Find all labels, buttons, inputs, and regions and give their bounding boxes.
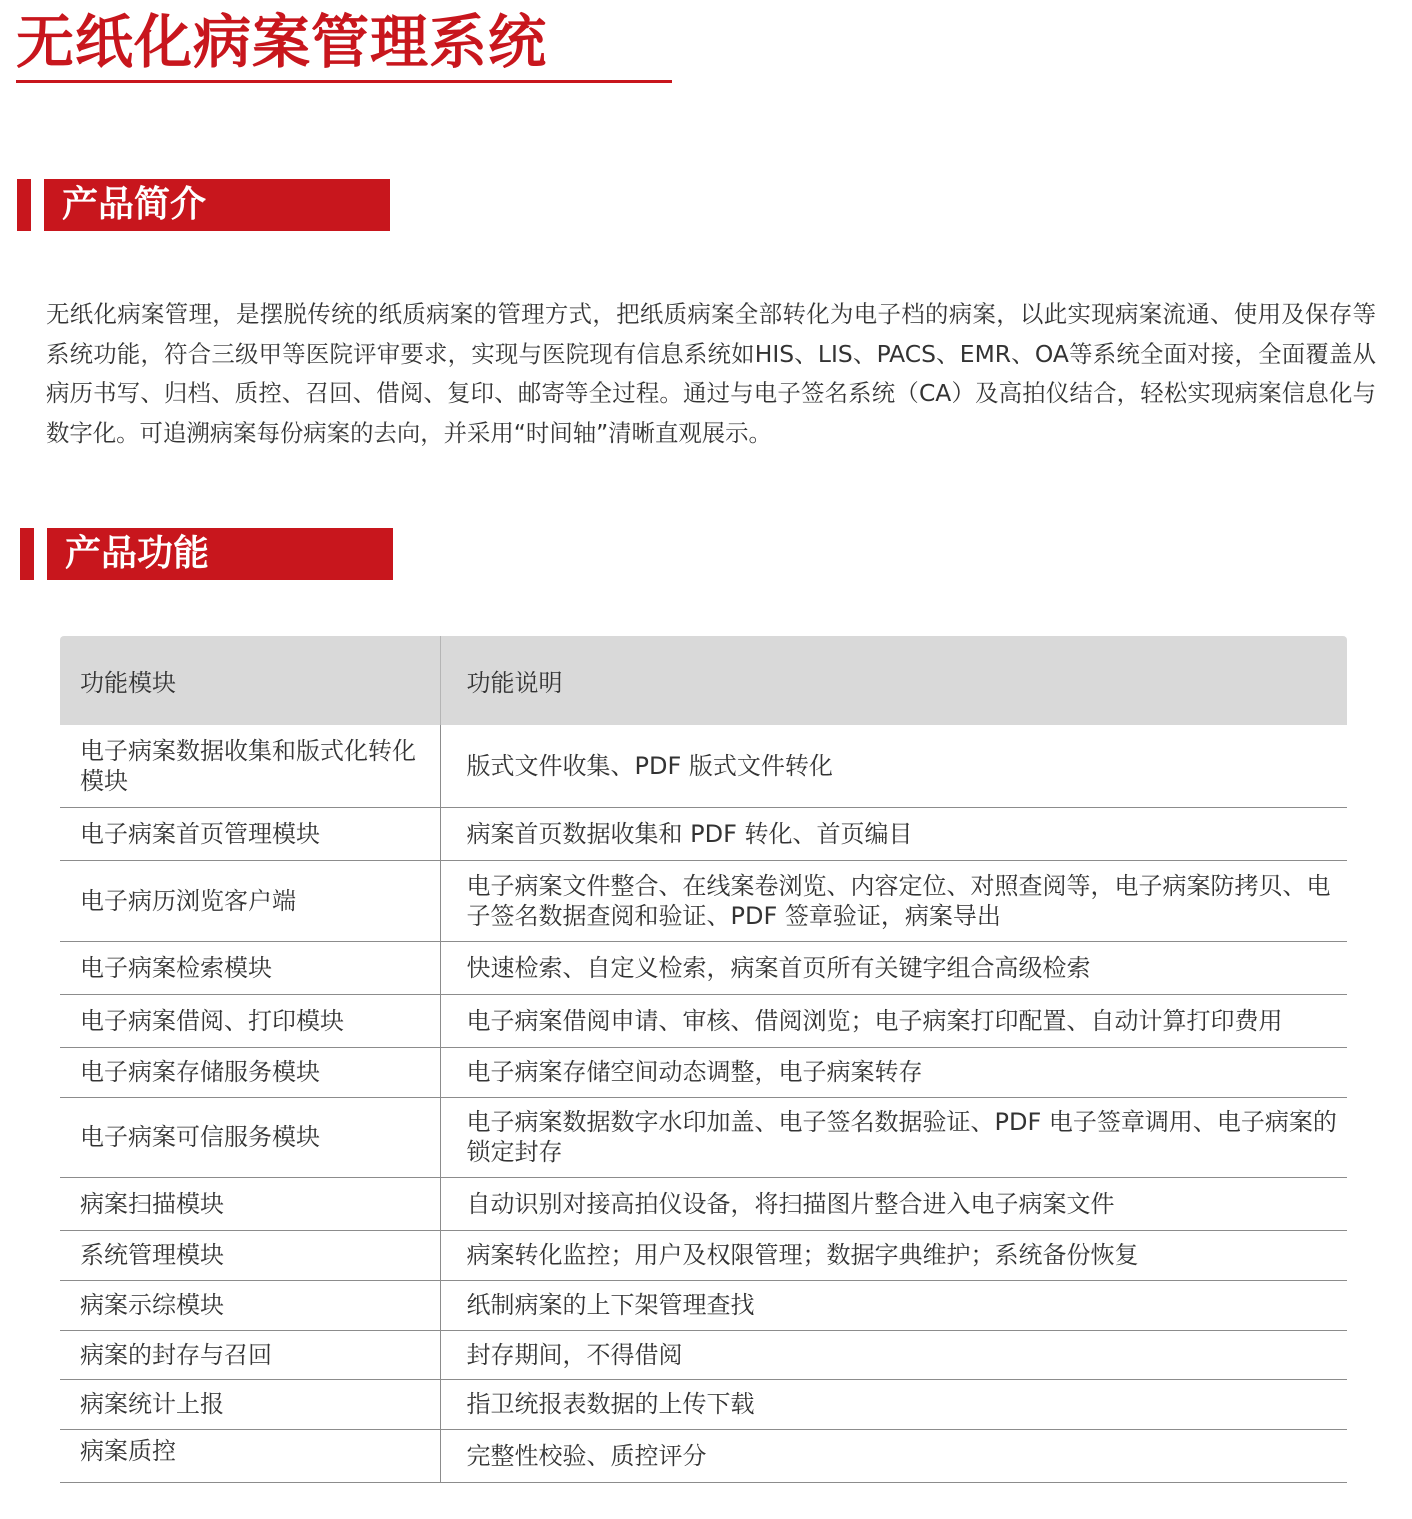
table-row bbox=[60, 1280, 1347, 1330]
table-row bbox=[60, 807, 1347, 860]
description-cell: 病案首页数据收集和 PDF 转化、首页编目 bbox=[440, 807, 1347, 860]
description-cell: 完整性校验、质控评分 bbox=[440, 1429, 1347, 1482]
description-cell: 电子病案存储空间动态调整，电子病案转存 bbox=[440, 1047, 1347, 1097]
module-cell: 电子病案首页管理模块 bbox=[60, 807, 440, 860]
table-row bbox=[60, 1429, 1347, 1482]
module-cell: 电子病案数据收集和版式化转化模块 bbox=[60, 725, 440, 807]
title-underline bbox=[16, 80, 672, 83]
table-row bbox=[60, 860, 1347, 941]
module-cell: 系统管理模块 bbox=[60, 1230, 440, 1280]
table-row bbox=[60, 1330, 1347, 1379]
page-title: 无纸化病案管理系统 bbox=[16, 8, 548, 76]
description-cell: 纸制病案的上下架管理查找 bbox=[440, 1280, 1347, 1330]
module-cell: 病案示综模块 bbox=[60, 1280, 440, 1330]
module-cell: 病案的封存与召回 bbox=[60, 1330, 440, 1379]
description-cell: 电子病案文件整合、在线案卷浏览、内容定位、对照查阅等，电子病案防拷贝、电子签名数据查阅和验证、PDF 签章验证，病案导出 bbox=[440, 860, 1347, 941]
description-cell: 电子病案数据数字水印加盖、电子签名数据验证、PDF 电子签章调用、电子病案的锁定封存 bbox=[440, 1097, 1347, 1177]
table-row bbox=[60, 1097, 1347, 1177]
description-cell: 病案转化监控；用户及权限管理；数据字典维护；系统备份恢复 bbox=[440, 1230, 1347, 1280]
table-row bbox=[60, 1047, 1347, 1097]
table-row bbox=[60, 1230, 1347, 1280]
module-cell: 电子病案存储服务模块 bbox=[60, 1047, 440, 1097]
table-row bbox=[60, 994, 1347, 1047]
description-cell: 电子病案借阅申请、审核、借阅浏览；电子病案打印配置、自动计算打印费用 bbox=[440, 994, 1347, 1047]
description-cell: 版式文件收集、PDF 版式文件转化 bbox=[440, 725, 1347, 807]
module-cell: 病案扫描模块 bbox=[60, 1177, 440, 1230]
heading-accent-bar bbox=[20, 528, 34, 580]
heading-accent-bar bbox=[17, 179, 31, 231]
table-header-row bbox=[60, 636, 1347, 725]
module-cell: 病案统计上报 bbox=[60, 1379, 440, 1429]
description-cell: 指卫统报表数据的上传下载 bbox=[440, 1379, 1347, 1429]
module-cell: 电子病案借阅、打印模块 bbox=[60, 994, 440, 1047]
table-row bbox=[60, 1177, 1347, 1230]
module-cell: 病案质控 bbox=[60, 1429, 440, 1482]
description-cell: 封存期间，不得借阅 bbox=[440, 1330, 1347, 1379]
column-header-module: 功能模块 bbox=[60, 636, 440, 725]
function-table bbox=[60, 636, 1347, 1483]
module-cell: 电子病案可信服务模块 bbox=[60, 1097, 440, 1177]
column-header-description: 功能说明 bbox=[440, 636, 1347, 725]
intro-paragraph: 无纸化病案管理，是摆脱传统的纸质病案的管理方式，把纸质病案全部转化为电子档的病案，以此实现病案流通、使用及保存等系统功能，符合三级甲等医院评审要求，实现与医院现有信息系统如HIS、LIS、PACS、EMR、OA等系统全面对接，全面覆盖从病历书写、归档、质控、召回、借阅、复印、邮寄等全过程。通过与电子签名系统（CA）及高拍仪结合，轻松实现病案信息化与数字化。可追溯病案每份病案的去向，并采用“时间轴”清晰直观展示。 bbox=[46, 300, 1376, 447]
section-heading-label: 产品功能 bbox=[47, 528, 393, 580]
table-row bbox=[60, 725, 1347, 807]
description-cell: 快速检索、自定义检索，病案首页所有关键字组合高级检索 bbox=[440, 941, 1347, 994]
table-row bbox=[60, 1379, 1347, 1429]
section-heading-label: 产品简介 bbox=[44, 179, 390, 231]
table-row bbox=[60, 941, 1347, 994]
module-cell: 电子病案检索模块 bbox=[60, 941, 440, 994]
module-cell: 电子病历浏览客户端 bbox=[60, 860, 440, 941]
description-cell: 自动识别对接高拍仪设备，将扫描图片整合进入电子病案文件 bbox=[440, 1177, 1347, 1230]
